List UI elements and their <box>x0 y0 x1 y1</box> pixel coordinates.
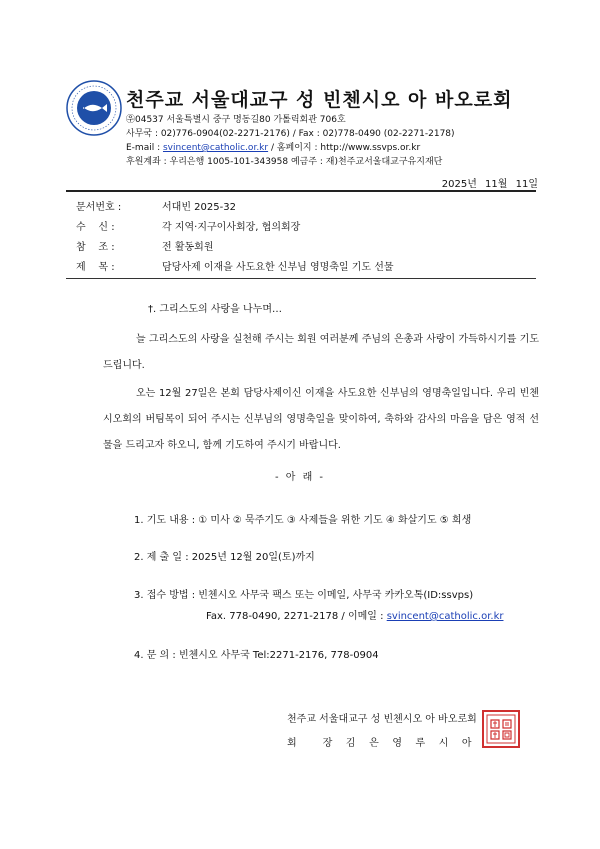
doc-number: 서대빈 2025-32 <box>162 202 236 213</box>
email-label: E-mail : <box>126 143 163 153</box>
submission-email-link[interactable]: svincent@catholic.or.kr <box>386 611 504 622</box>
item-inquiry: 4. 문 의 : 빈첸시오 사무국 Tel:2271-2176, 778-0904 <box>134 650 379 661</box>
society-logo <box>66 80 122 136</box>
subject: 담당사제 이재을 사도요한 신부님 영명축일 기도 선물 <box>162 262 394 273</box>
official-seal <box>482 710 520 748</box>
body-paragraph-1: 늘 그리스도의 사랑을 실천해 주시는 회원 여러분께 주님의 은총과 사랑이 가득하시기를 기도드립니다. <box>103 334 539 371</box>
recipient: 각 지역·지구이사회장, 협의회장 <box>162 222 301 233</box>
meta-divider <box>66 278 536 279</box>
header-divider <box>66 190 536 192</box>
subject-label: 제 목 : <box>76 262 115 273</box>
fax-line: Fax. 778-0490, 2271-2178 / 이메일 : <box>206 611 387 622</box>
org-name: 천주교 서울대교구 성 빈첸시오 아 바오로회 <box>126 89 513 111</box>
item-prayer-content: 1. 기도 내용 : ① 미사 ② 묵주기도 ③ 사제들을 위한 기도 ④ 화살기도 ⑤ 희생 <box>134 515 472 526</box>
body-paragraph-2: 오는 12월 27일은 본회 담당사제이신 이재을 사도요한 신부님의 영명축일입니다. 우리 빈첸시오회의 버팀목이 되어 주시는 신부님의 영명축일을 맞이하여, 축하와 감사의 마음을 담은 영적 선물을 드리고자 하오니, 함께 기도하여 주시기 바랍니다. <box>103 388 539 451</box>
email-link[interactable]: svincent@catholic.or.kr <box>162 143 269 153</box>
signature-president: 회 장 김 은 영 루 시 아 <box>287 738 473 749</box>
phone-fax: 사무국 : 02)776-0904(02-2271-2176) / Fax : 02)778-0490 (02-2271-2178) <box>126 129 455 139</box>
contact-line <box>126 140 420 153</box>
signature-org: 천주교 서울대교구 성 빈첸시오 아 바오로회 <box>287 714 477 725</box>
recipient-label: 수 신 : <box>76 222 115 233</box>
account-info: 후원계좌 : 우리은행 1005-101-343958 예금주 : 재)천주교서울대교구유지재단 <box>126 157 443 167</box>
item-submission-method: 3. 접수 방법 : 빈첸시오 사무국 팩스 또는 이메일, 사무국 카카오톡(ID:ssvps) <box>134 590 474 601</box>
item-submission-contact <box>206 607 503 622</box>
address: ㉾04537 서울특별시 중구 명동길80 가톨릭회관 706호 <box>126 115 346 125</box>
reference-label: 참 조 : <box>76 242 115 253</box>
reference: 전 활동회원 <box>162 242 214 253</box>
doc-number-label: 문서번호 : <box>76 202 122 213</box>
document-date: 2025년 11월 11일 <box>441 179 538 190</box>
greeting: †. 그리스도의 사랑을 나누며… <box>148 304 282 315</box>
homepage: / 홈페이지 : http://www.ssvps.or.kr <box>268 143 421 153</box>
section-heading: - 아 래 - <box>274 472 326 483</box>
item-deadline: 2. 제 출 일 : 2025년 12월 20일(토)까지 <box>134 552 315 563</box>
